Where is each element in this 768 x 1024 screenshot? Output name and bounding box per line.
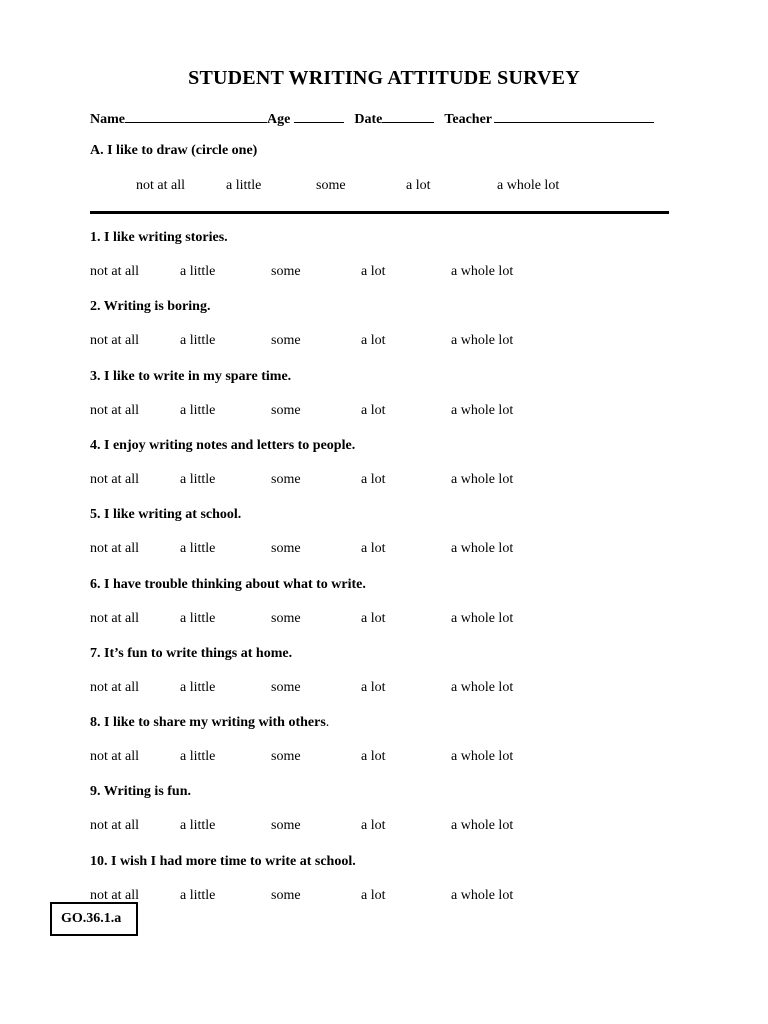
question-text: 3. I like to write in my spare time. [90,369,292,384]
age-field[interactable] [294,108,344,123]
question-3-option-4[interactable]: a lot [361,403,386,418]
question-9-option-4[interactable]: a lot [361,818,386,833]
example-question: A. I like to draw (circle one) [90,143,258,158]
question-7-option-3[interactable]: some [271,680,301,695]
question-text: 2. Writing is boring. [90,299,211,314]
question-text: 10. I wish I had more time to write at school. [90,854,356,869]
question-1-option-4[interactable]: a lot [361,264,386,279]
question-2-option-1[interactable]: not at all [90,333,139,348]
question-9-option-1[interactable]: not at all [90,818,139,833]
form-code-box [50,902,138,936]
question-4-label [90,438,355,454]
question-7-option-4[interactable]: a lot [361,680,386,695]
age-label: Age [267,112,291,127]
example-option[interactable]: a lot [406,178,431,193]
page-title: STUDENT WRITING ATTITUDE SURVEY [188,67,580,89]
question-text: 5. I like writing at school. [90,507,242,522]
example-option[interactable]: a little [226,178,262,193]
question-5-label [90,507,241,523]
question-3-option-1[interactable]: not at all [90,403,139,418]
teacher-label: Teacher [444,112,493,127]
question-10-option-3[interactable]: some [271,888,301,903]
form-code: GO.36.1.a [61,911,122,926]
question-9-option-5[interactable]: a whole lot [451,818,514,833]
question-8-option-5[interactable]: a whole lot [451,749,514,764]
question-6-option-2[interactable]: a little [180,611,216,626]
example-option[interactable]: some [316,178,346,193]
question-1-option-3[interactable]: some [271,264,301,279]
question-2-label [90,299,210,315]
question-1-option-1[interactable]: not at all [90,264,139,279]
question-2-option-3[interactable]: some [271,333,301,348]
date-field[interactable] [382,108,434,123]
teacher-field[interactable] [494,108,654,123]
question-text: 4. I enjoy writing notes and letters to people. [90,438,356,453]
question-4-option-1[interactable]: not at all [90,472,139,487]
question-5-option-3[interactable]: some [271,541,301,556]
example-option[interactable]: a whole lot [497,178,560,193]
question-5-option-5[interactable]: a whole lot [451,541,514,556]
question-3-label [90,369,291,385]
question-text: 6. I have trouble thinking about what to write. [90,577,366,592]
question-5-option-2[interactable]: a little [180,541,216,556]
question-5-option-4[interactable]: a lot [361,541,386,556]
question-8-label [90,715,329,731]
question-text: 7. It’s fun to write things at home. [90,646,293,661]
date-label: Date [354,112,383,127]
question-10-option-2[interactable]: a little [180,888,216,903]
question-text: 1. I like writing stories. [90,230,228,245]
question-text: 8. I like to share my writing with others [90,715,326,730]
question-2-option-5[interactable]: a whole lot [451,333,514,348]
question-2-option-2[interactable]: a little [180,333,216,348]
student-info-row [90,108,654,128]
question-1-label [90,230,228,246]
question-7-label [90,646,292,662]
question-1-option-5[interactable]: a whole lot [451,264,514,279]
question-6-label [90,577,366,593]
question-3-option-2[interactable]: a little [180,403,216,418]
question-10-option-5[interactable]: a whole lot [451,888,514,903]
question-6-option-3[interactable]: some [271,611,301,626]
question-9-option-2[interactable]: a little [180,818,216,833]
question-7-option-2[interactable]: a little [180,680,216,695]
question-8-option-1[interactable]: not at all [90,749,139,764]
question-8-option-3[interactable]: some [271,749,301,764]
question-6-option-1[interactable]: not at all [90,611,139,626]
question-10-label [90,854,356,870]
question-2-option-4[interactable]: a lot [361,333,386,348]
question-1-option-2[interactable]: a little [180,264,216,279]
question-10-option-1[interactable]: not at all [90,888,139,903]
question-3-option-3[interactable]: some [271,403,301,418]
question-4-option-3[interactable]: some [271,472,301,487]
question-text: 9. Writing is fun. [90,784,192,799]
question-4-option-5[interactable]: a whole lot [451,472,514,487]
question-7-option-5[interactable]: a whole lot [451,680,514,695]
section-divider [90,211,669,214]
question-5-option-1[interactable]: not at all [90,541,139,556]
question-9-option-3[interactable]: some [271,818,301,833]
question-8-option-4[interactable]: a lot [361,749,386,764]
name-label: Name [90,112,125,127]
question-3-option-5[interactable]: a whole lot [451,403,514,418]
question-4-option-4[interactable]: a lot [361,472,386,487]
question-9-label [90,784,191,800]
question-7-option-1[interactable]: not at all [90,680,139,695]
name-field[interactable] [125,108,267,123]
question-suffix: . [325,715,330,730]
question-8-option-2[interactable]: a little [180,749,216,764]
question-10-option-4[interactable]: a lot [361,888,386,903]
question-6-option-5[interactable]: a whole lot [451,611,514,626]
example-option[interactable]: not at all [136,178,185,193]
question-6-option-4[interactable]: a lot [361,611,386,626]
question-4-option-2[interactable]: a little [180,472,216,487]
